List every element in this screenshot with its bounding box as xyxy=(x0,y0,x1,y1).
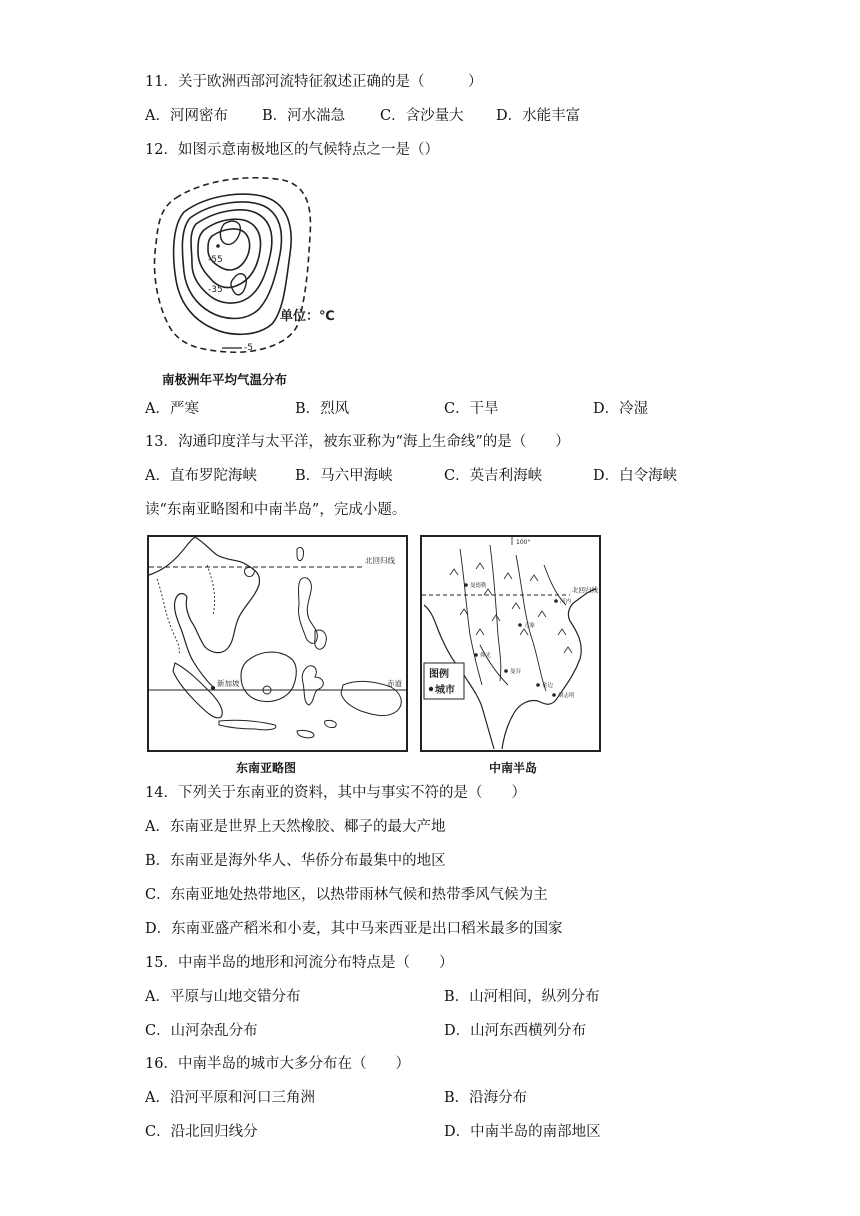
q14-option-d: D．东南亚盛产稻米和小麦，其中马来西亚是出口稻米最多的国家 xyxy=(145,921,563,937)
unit-label: 单位：℃ xyxy=(280,309,335,324)
q11-stem: 11．关于欧洲西部河流特征叙述正确的是（ ） xyxy=(145,74,483,90)
q11-option-a: A．河网密布 xyxy=(145,108,228,124)
q13-option-b: B．马六甲海峡 xyxy=(295,468,393,484)
city-dot-singapore xyxy=(211,686,215,690)
city-dot-yangon xyxy=(474,653,478,657)
map-frame xyxy=(148,536,407,751)
q13-stem: 13．沟通印度洋与太平洋，被东亚称为“海上生命线”的是（ ） xyxy=(145,434,570,450)
q12-option-a: A．严寒 xyxy=(145,401,199,417)
q12-stem: 12．如图示意南极地区的气候特点之一是（） xyxy=(145,142,439,158)
southeast-asia-map xyxy=(147,535,409,753)
q15-option-c: C．山河杂乱分布 xyxy=(145,1023,258,1039)
city-dot-phnom-penh xyxy=(536,683,540,687)
isotherm-label-minus35: -35 xyxy=(208,285,223,295)
q13-option-c: C．英吉利海峡 xyxy=(444,468,543,484)
city-dot-vientiane xyxy=(518,623,522,627)
city-dot-hcmc xyxy=(552,693,556,697)
q13-option-d: D．白令海峡 xyxy=(593,468,678,484)
indochina-map xyxy=(420,535,602,753)
q14-option-b: B．东南亚是海外华人、华侨分布最集中的地区 xyxy=(145,853,446,869)
city-dot-hanoi xyxy=(554,599,558,603)
city-label-phnom-penh: 金边 xyxy=(542,683,554,689)
q12-option-d: D．冷湿 xyxy=(593,401,649,417)
city-dot-mandalay xyxy=(464,583,468,587)
city-label-vientiane: 万象 xyxy=(524,623,536,629)
q15-option-d: D．山河东西横列分布 xyxy=(444,1023,587,1039)
right-map-caption: 中南半岛 xyxy=(489,761,538,775)
isotherm-label-minus55: -55 xyxy=(208,255,223,265)
tropic-label: 北回归线 xyxy=(365,556,395,565)
legend-city-dot xyxy=(429,687,433,691)
legend-title: 图例 xyxy=(429,669,449,680)
q14-option-a: A．东南亚是世界上天然橡胶、椰子的最大产地 xyxy=(145,819,446,835)
coastline-dashed xyxy=(155,178,311,353)
city-label-yangon: 仰光 xyxy=(480,653,492,659)
q16-option-b: B．沿海分布 xyxy=(444,1090,528,1106)
q15-option-a: A．平原与山地交错分布 xyxy=(145,989,301,1005)
tropic-label-right: 北回归线 xyxy=(572,586,598,594)
city-label-mandalay: 曼德勒 xyxy=(470,583,487,589)
city-dot-bangkok xyxy=(504,669,508,673)
antarctica-isotherm-figure xyxy=(148,174,348,364)
isotherm-label-minus5: -5 xyxy=(244,343,253,353)
q12-option-c: C．干旱 xyxy=(444,401,499,417)
q12-figure-caption: 南极洲年平均气温分布 xyxy=(162,372,288,387)
q11-option-b: B．河水湍急 xyxy=(262,108,346,124)
left-map-caption: 东南亚略图 xyxy=(236,761,297,775)
q13-option-a: A．直布罗陀海峡 xyxy=(145,468,257,484)
city-label-bangkok: 曼谷 xyxy=(510,669,522,675)
equator-label: 赤道 xyxy=(387,679,402,688)
singapore-label: 新加坡 xyxy=(217,679,240,688)
maps-intro: 读“东南亚略图和中南半岛”，完成小题。 xyxy=(145,502,407,518)
meridian-label: 100° xyxy=(516,539,531,546)
q11-option-c: C．含沙量大 xyxy=(380,108,464,124)
pole-dot xyxy=(216,244,220,248)
q15-option-b: B．山河相间，纵列分布 xyxy=(444,989,600,1005)
q11-option-d: D．水能丰富 xyxy=(496,108,581,124)
q14-option-c: C．东南亚地处热带地区，以热带雨林气候和热带季风气候为主 xyxy=(145,887,548,903)
q16-stem: 16．中南半岛的城市大多分布在（ ） xyxy=(145,1056,410,1072)
q14-stem: 14．下列关于东南亚的资料，其中与事实不符的是（ ） xyxy=(145,785,526,801)
q16-option-c: C．沿北回归线分 xyxy=(145,1124,258,1140)
isotherm-core xyxy=(220,221,240,244)
city-label-hanoi: 河内 xyxy=(560,599,572,605)
legend-city-label: 城市 xyxy=(435,685,455,696)
q16-option-a: A．沿河平原和河口三角洲 xyxy=(145,1090,315,1106)
q12-option-b: B．烈风 xyxy=(295,401,350,417)
q16-option-d: D．中南半岛的南部地区 xyxy=(444,1124,601,1140)
q15-stem: 15．中南半岛的地形和河流分布特点是（ ） xyxy=(145,955,454,971)
city-label-hcmc: 胡志明 xyxy=(558,693,575,699)
